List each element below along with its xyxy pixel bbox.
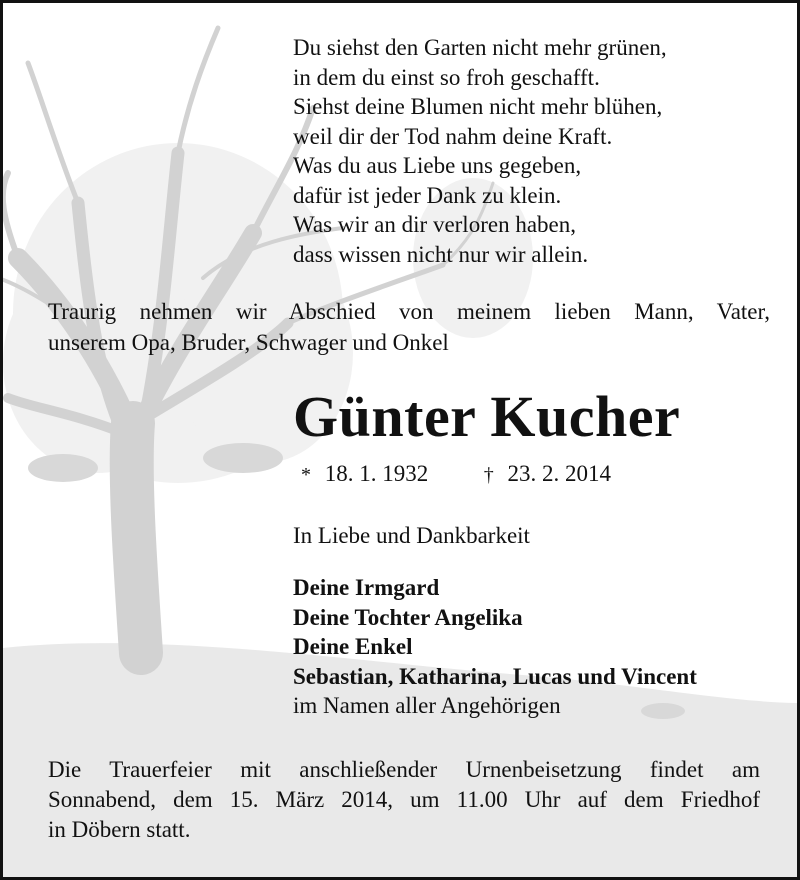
memorial-poem xyxy=(293,33,667,269)
intro-line: Traurig nehmen wir Abschied von meinem lieben Mann, Vater, xyxy=(48,299,770,324)
mourner-line: Deine Tochter Angelika xyxy=(293,604,523,630)
mourner-line: Deine Irmgard xyxy=(293,575,440,600)
poem-line: in dem du einst so froh geschafft. xyxy=(293,64,600,90)
poem-line: weil dir der Tod nahm deine Kraft. xyxy=(293,123,613,149)
farewell-intro xyxy=(48,296,770,358)
poem-line: dass wissen nicht nur wir allein. xyxy=(293,241,589,267)
poem-line: dafür ist jeder Dank zu klein. xyxy=(293,182,562,208)
mourners-list xyxy=(293,573,697,721)
birth-date: 18. 1. 1932 xyxy=(324,461,429,486)
death-date: 23. 2. 2014 xyxy=(507,461,611,486)
death-cross-icon: † xyxy=(483,464,494,486)
deceased-name: Günter Kucher xyxy=(293,384,681,449)
birth-star-icon: * xyxy=(301,464,311,486)
intro-line: unserem Opa, Bruder, Schwager und Onkel xyxy=(48,330,449,355)
life-dates xyxy=(293,461,611,487)
mourner-line: Deine Enkel xyxy=(293,634,413,659)
funeral-line: Die Trauerfeier mit anschließender Urnenbeisetzung findet am xyxy=(48,757,760,782)
poem-line: Was du aus Liebe uns gegeben, xyxy=(293,153,582,178)
mourner-line: Sebastian, Katharina, Lucas und Vincent xyxy=(293,663,697,689)
poem-line: Siehst deine Blumen nicht mehr blühen, xyxy=(293,94,663,119)
funeral-info xyxy=(48,755,760,845)
funeral-line: in Döbern statt. xyxy=(48,817,191,842)
poem-line: Was wir an dir verloren haben, xyxy=(293,212,576,237)
thanks-line: In Liebe und Dankbarkeit xyxy=(293,523,530,548)
poem-line: Du siehst den Garten nicht mehr grünen, xyxy=(293,35,667,60)
mourner-line: im Namen aller Angehörigen xyxy=(293,693,561,718)
funeral-line: Sonnabend, dem 15. März 2014, um 11.00 Uhr auf dem Friedhof xyxy=(48,787,760,812)
